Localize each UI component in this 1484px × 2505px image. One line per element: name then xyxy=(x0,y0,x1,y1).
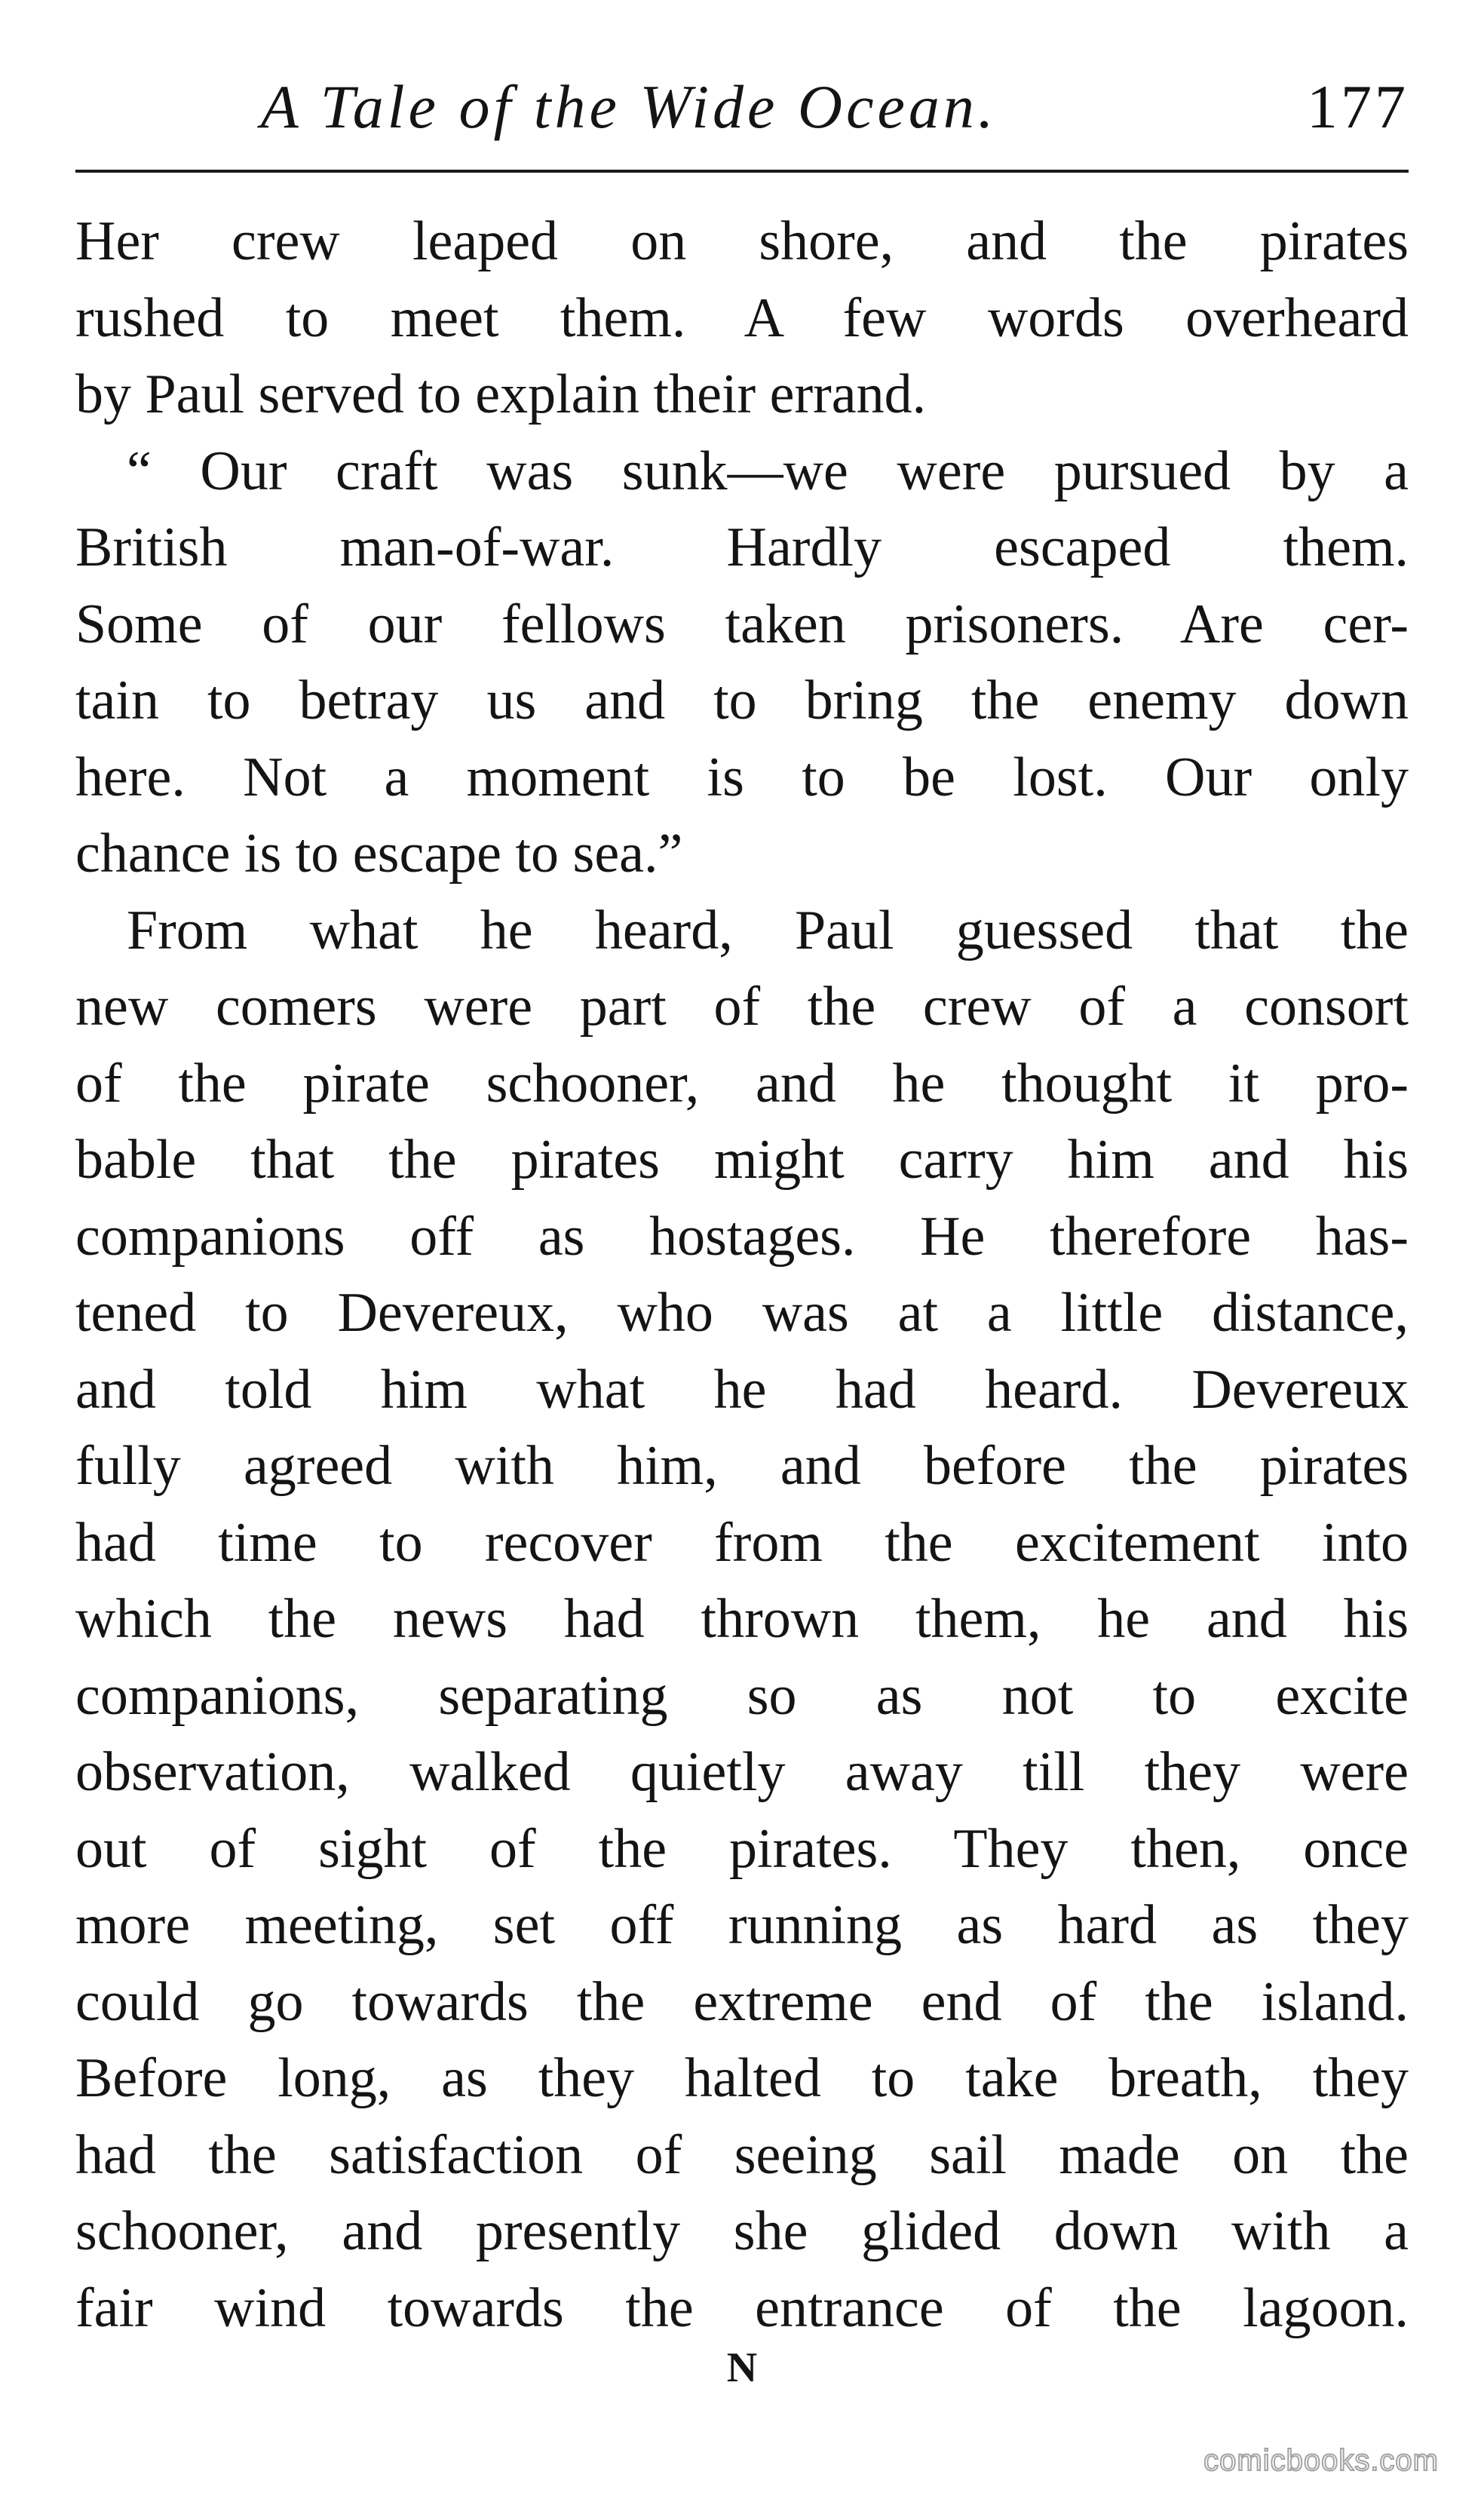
text-line: rushed to meet them. A few words overheard xyxy=(75,287,1409,349)
watermark: comicbooks.com xyxy=(1203,2444,1439,2477)
text-line: companions, separating so as not to excite xyxy=(75,1664,1409,1727)
text-line: fair wind towards the entrance of the lagoon. xyxy=(75,2277,1409,2339)
text-line: had time to recover from the excitement into xyxy=(75,1511,1409,1574)
signature-mark: N xyxy=(726,2344,758,2391)
text-line: schooner, and presently she glided down with a xyxy=(75,2200,1409,2262)
text-line: tened to Devereux, who was at a little distance, xyxy=(75,1282,1409,1344)
text-line: From what he heard, Paul guessed that the xyxy=(127,899,1409,961)
text-line: British man-of-war. Hardly escaped them. xyxy=(75,517,1409,578)
text-line: “ Our craft was sunk—we were pursued by a xyxy=(127,440,1409,502)
header-rule xyxy=(75,170,1409,173)
text-line: Some of our fellows taken prisoners. Are cer- xyxy=(75,593,1409,655)
text-line: which the news had thrown them, he and his xyxy=(75,1588,1409,1650)
text-line: more meeting, set off running as hard as they xyxy=(75,1894,1409,1956)
running-title: A Tale of the Wide Ocean. xyxy=(260,72,998,141)
text-line: chance is to escape to sea.” xyxy=(75,823,683,885)
text-line: by Paul served to explain their errand. xyxy=(75,363,927,425)
text-line: observation, walked quietly away till they were xyxy=(75,1741,1409,1803)
text-line: Before long, as they halted to take breath, they xyxy=(75,2047,1409,2109)
text-line: fully agreed with him, and before the pirates xyxy=(75,1435,1409,1497)
text-line: could go towards the extreme end of the island. xyxy=(75,1970,1409,2033)
text-line: out of sight of the pirates. They then, once xyxy=(75,1817,1409,1880)
page-number: 177 xyxy=(1307,72,1409,141)
text-line: bable that the pirates might carry him and his xyxy=(75,1129,1409,1191)
text-line: here. Not a moment is to be lost. Our only xyxy=(75,746,1409,808)
text-line: of the pirate schooner, and he thought it pro- xyxy=(75,1052,1409,1115)
text-line: companions off as hostages. He therefore has- xyxy=(75,1205,1409,1268)
body-text xyxy=(75,204,1409,2347)
text-line: and told him what he had heard. Devereux xyxy=(75,1358,1409,1421)
running-head xyxy=(75,69,1409,160)
text-line: Her crew leaped on shore, and the pirates xyxy=(75,210,1409,272)
text-line: new comers were part of the crew of a consort xyxy=(75,976,1409,1038)
text-line: had the satisfaction of seeing sail made on the xyxy=(75,2123,1409,2186)
text-line: tain to betray us and to bring the enemy down xyxy=(75,670,1409,731)
